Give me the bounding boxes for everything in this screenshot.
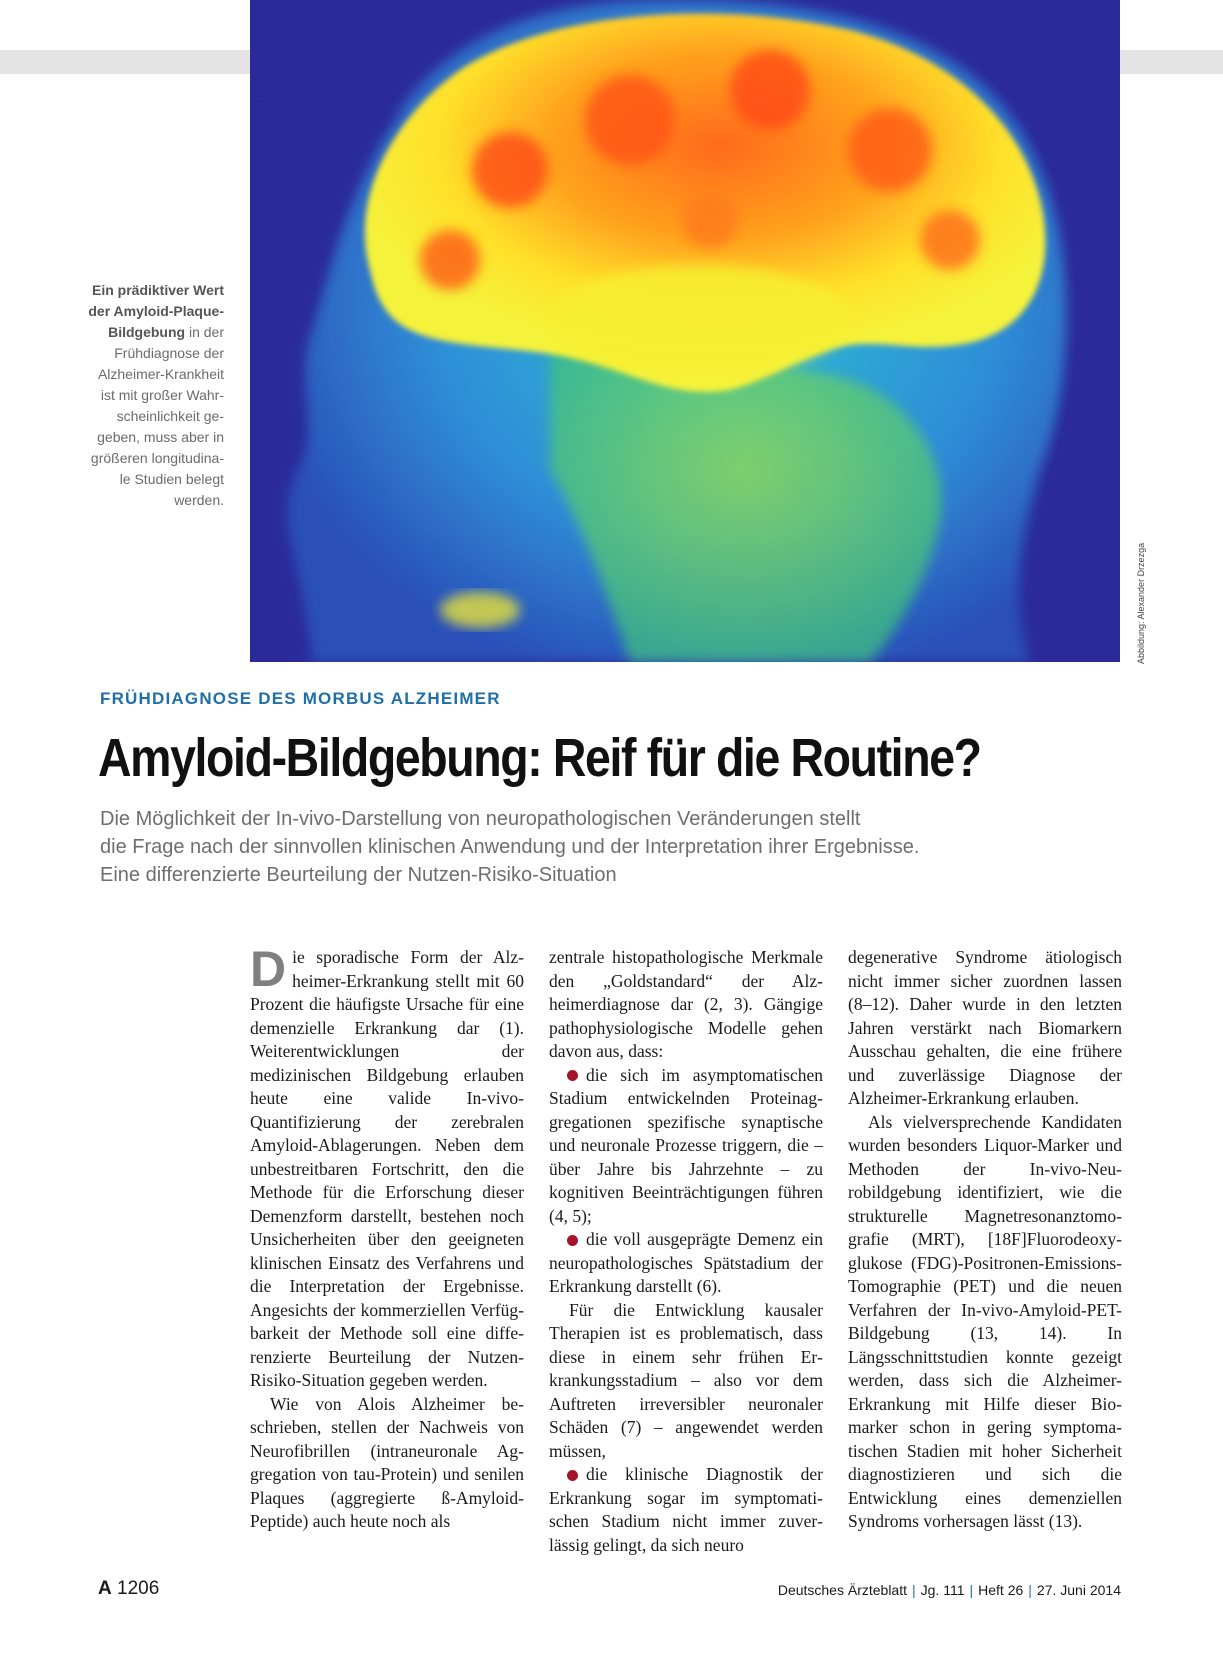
journal-volume: Jg. 111 bbox=[920, 1582, 965, 1598]
journal-issue: Heft 26 bbox=[978, 1582, 1024, 1598]
bullet-item: die sich im asymptomatischen Stadium entwickelnden Proteinaggregationen spezifische synaptische und neuronale Prozesse triggern, die – über Jahre bis Jahrzehnte – zu kognitiven Beeinträchtigungen führen (4, 5); bbox=[549, 1064, 823, 1226]
caption-line: Alzheimer-Krankheit bbox=[97, 366, 224, 382]
caption-line: der Amyloid-Plaque- bbox=[88, 303, 224, 319]
top-gray-bar-right bbox=[1120, 50, 1223, 74]
paragraph: Für die Entwicklung kausaler Therapien ist es problematisch, dass diese in einem sehr frühen Erkrankungsstadium – also vor dem Auftreten irreversibler neuronaler Schäden (7) – angewendet werden müssen, bbox=[549, 1299, 823, 1461]
top-gray-bar-left bbox=[0, 50, 250, 74]
bullet-item: die klinische Diagnostik der Erkrankung sogar im symptomatischen Stadium nicht immer zuverlässig gelingt, da sich neuro bbox=[549, 1464, 823, 1555]
journal-name: Deutsches Ärzteblatt bbox=[777, 1582, 907, 1598]
image-caption bbox=[60, 280, 224, 511]
caption-line: geben, muss aber in bbox=[97, 429, 224, 445]
paragraph: Wie von Alois Alzheimer beschrieben, stellen der Nachweis von Neurofibrillen (intraneuronale Aggregation von tau-Protein) und senilen Plaques (aggregierte ß-Amyloid-Peptide) auch heute noch als bbox=[250, 1393, 524, 1531]
bullet-icon bbox=[567, 1470, 578, 1481]
text-column-2 bbox=[549, 946, 823, 1557]
paragraph: degenerative Syndrome ätiologisch nicht immer sicher zuordnen lassen (8–12). Daher wurde in den letzten Jahren verstärkt nach Biomarkern Ausschau gehalten, die eine frühere und zuverlässige Diagnose der Alzheimer-Erkrankung erlauben. bbox=[848, 947, 1122, 1108]
caption-line: ist mit großer Wahr- bbox=[100, 387, 224, 403]
drop-cap: D bbox=[250, 941, 287, 997]
pet-scan-image bbox=[250, 0, 1120, 662]
article-headline: Amyloid-Bildgebung: Reif für die Routine? bbox=[98, 728, 981, 788]
journal-footer: Deutsches Ärzteblatt | Jg. 111 | Heft 26 | 27. Juni 2014 bbox=[777, 1582, 1121, 1598]
text-column-3 bbox=[848, 946, 1122, 1534]
lead-line: Eine differenzierte Beurteilung der Nutzen-Risiko-Situation bbox=[100, 864, 617, 886]
section-kicker: FRÜHDIAGNOSE DES MORBUS ALZHEIMER bbox=[100, 689, 501, 708]
caption-line: Bildgebung in der bbox=[108, 324, 224, 340]
text-column-1 bbox=[250, 941, 524, 1534]
caption-line: größeren longitudina- bbox=[90, 450, 224, 466]
paragraph: Die sporadische Form der Alzheimer-Erkrankung stellt mit 60 Prozent die häufigste Ursache für eine demenzielle Erkrankung dar (1). Weiterentwicklungen der medizinischen Bildgebung erlauben heute eine valide In-vivo-Quantifizierung der zerebralen Amyloid-Ablagerungen. Neben dem unbestreitbaren Fortschritt, den die Methode für die Erforschung dieser Demenzform darstellt, bestehen noch Unsicherheiten über den geeigneten klinischen Einsatz des Verfahrens und die Interpretation der Ergebnisse. Angesichts der kommerziellen Verfügbarkeit der Methode soll eine differenzierte Beurteilung der Nutzen-Risiko-Situation gegeben werden. bbox=[250, 941, 524, 1390]
caption-line: Frühdiagnose der bbox=[114, 345, 224, 361]
image-credit: Abbildung: Alexander Drzezga bbox=[1136, 542, 1146, 664]
caption-line: werden. bbox=[174, 492, 224, 508]
bullet-icon bbox=[567, 1070, 578, 1081]
journal-date: 27. Juni 2014 bbox=[1036, 1582, 1121, 1598]
lead-line: die Frage nach der sinnvollen klinischen Anwendung und der Interpretation ihrer Ergebnisse. bbox=[100, 836, 920, 858]
article-lead bbox=[100, 805, 1100, 889]
page-number: A 1206 bbox=[98, 1578, 160, 1599]
paragraph: zentrale histopathologische Merkmale den „Goldstandard“ der Alzheimerdiagnose dar (2, 3). Gängige pathophysiologische Modelle gehen davon aus, dass: bbox=[549, 947, 823, 1061]
lead-line: Die Möglichkeit der In-vivo-Darstellung von neuropathologischen Veränderungen stellt bbox=[100, 808, 861, 830]
paragraph: Als vielversprechende Kandidaten wurden besonders Liquor-Marker und Methoden der In-vivo-Neurobildgebung identifiziert, wie die strukturelle Magnetresonanztomografie (MRT), [18F]Fluorodeoxyglukose (FDG)-Positronen-Emissions-Tomographie (PET) und die neuen Verfahren der In-vivo-Amyloid-PET-Bildgebung (13, 14). In Längsschnittstudien konnte gezeigt werden, dass sich die Alzheimer-Erkrankung mit Hilfe dieser Biomarker schon in gering symptomatischen Stadien mit hoher Sicherheit diagnostizieren und sich die Entwicklung eines demenziellen Syndroms vorhersagen lässt (13). bbox=[848, 1111, 1122, 1531]
bullet-item: die voll ausgeprägte Demenz ein neuropathologisches Spätstadium der Erkrankung darstellt (6). bbox=[549, 1229, 823, 1296]
caption-line: le Studien belegt bbox=[119, 471, 224, 487]
bullet-icon bbox=[567, 1235, 578, 1246]
caption-line: Ein prädiktiver Wert bbox=[91, 282, 224, 298]
caption-line: scheinlichkeit ge- bbox=[116, 408, 224, 424]
